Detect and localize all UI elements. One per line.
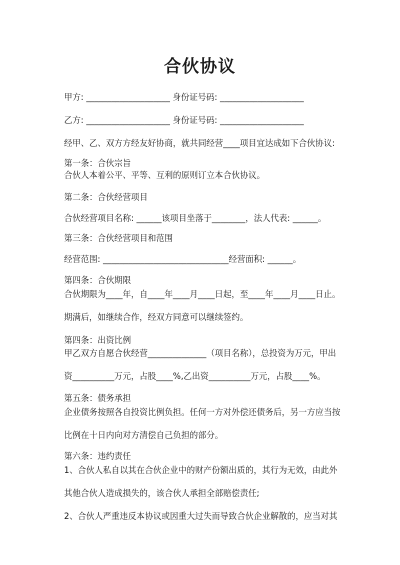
article-1-body: 合伙人本着公平、平等、互利的原则订立本合伙协议。	[64, 170, 265, 180]
article-4-title: 第四条：合伙期限	[64, 275, 131, 285]
article-5-title: 第四条：出资比例	[64, 335, 131, 345]
article-5-body: 甲乙双方自愿合伙经营______________（项目名称），总投资为万元，甲出资__________万元，占股____%,乙出资__________万元，占股____%。	[64, 348, 337, 381]
article-6-title: 第五条：债务承担	[64, 393, 131, 403]
article-7-title: 第六条：违约责任	[64, 451, 131, 461]
party-b-line: 乙方: ____________________ 身份证号码: ____________________	[64, 115, 304, 125]
document-title: 合伙协议	[164, 57, 236, 77]
article-1-title: 第一条：合伙宗旨	[64, 158, 131, 168]
article-7-item-1: 1、合伙人私自以其在合伙企业中的财产份额出质的，其行为无效，由此外其他合伙人造成损失的，该合伙人承担全部赔偿责任;	[64, 465, 338, 498]
article-2-title: 第二条：合伙经营项目	[64, 192, 148, 202]
article-3-title: 第三条：合伙经营项目和范围	[64, 233, 173, 243]
article-7-item-2: 2、合伙人严重违反本协议或因重大过失而导致合伙企业解散的，应当对其	[64, 511, 338, 521]
party-a-line: 甲方: ____________________ 身份证号码: ____________________	[64, 92, 304, 102]
article-2-body: 合伙经营项目名称: ______该项目坐落于________，法人代表: ______。	[64, 213, 327, 223]
intro-paragraph: 经甲、乙、双方方经友好协商，就共同经营____项目宜达成如下合伙协议:	[64, 138, 335, 148]
article-4-body: 合伙期限为____年，自____年____月____日起，至____年____月____日止。期满后，如继续合作，经双方同意可以继续签约。	[64, 289, 341, 322]
article-3-body: 经营范围: ______________________________经营面积: ______。	[64, 254, 302, 264]
article-6-body: 企业债务按照各自投资比例负担。任何一方对外偿还债务后，另一方应当按比例在十日内向对方清偿自己负担的部分。	[64, 407, 341, 440]
